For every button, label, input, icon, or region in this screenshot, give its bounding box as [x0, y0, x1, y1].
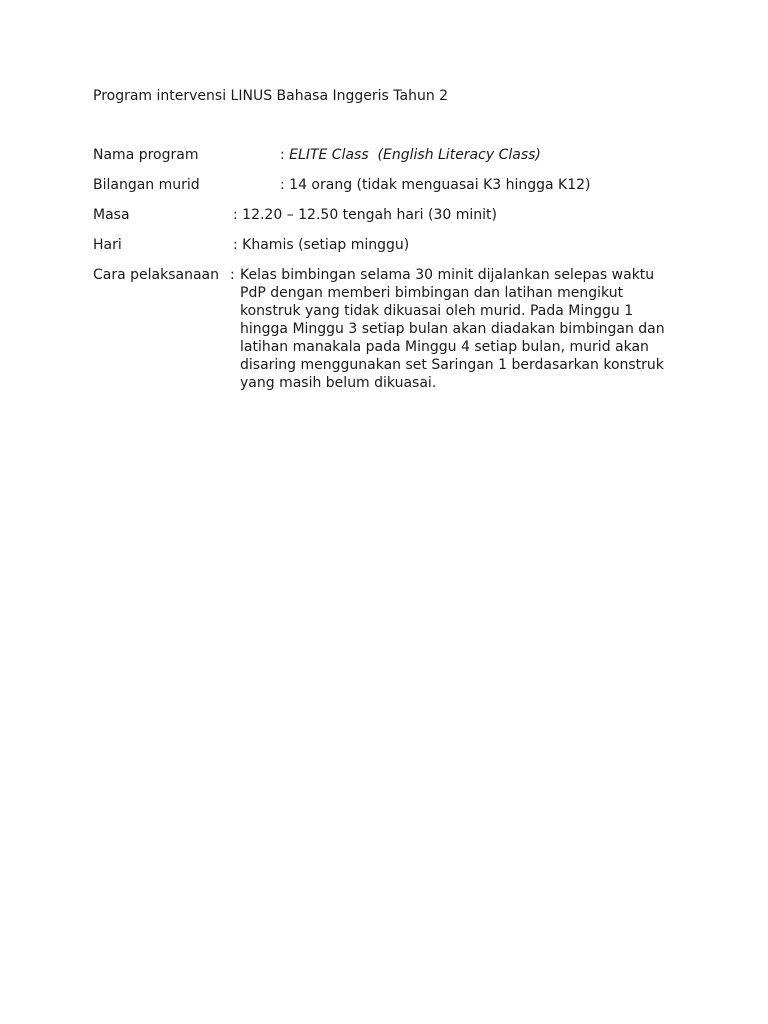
field-value-cara-pelaksanaan — [240, 266, 680, 392]
paragraph-line: hingga Minggu 3 setiap bulan akan diadakan bimbingan dan — [240, 321, 665, 337]
field-colon: : — [280, 147, 285, 163]
field-label-nama-program: Nama program — [93, 147, 199, 163]
paragraph-line: yang masih belum dikuasai. — [240, 375, 437, 391]
paragraph-line: disaring menggunakan set Saringan 1 berdasarkan konstruk — [240, 357, 664, 373]
field-value-bilangan-murid: : 14 orang (tidak menguasai K3 hingga K12) — [280, 177, 591, 193]
field-label-cara-pelaksanaan: Cara pelaksanaan — [93, 267, 219, 283]
field-value-masa: : 12.20 – 12.50 tengah hari (30 minit) — [233, 207, 497, 223]
field-colon-cara-pelaksanaan: : — [230, 267, 235, 283]
field-label-masa: Masa — [93, 207, 130, 223]
paragraph-line: konstruk yang tidak dikuasai oleh murid. Pada Minggu 1 — [240, 303, 634, 319]
document-title: Program intervensi LINUS Bahasa Inggeris Tahun 2 — [93, 88, 449, 104]
field-label-hari: Hari — [93, 237, 122, 253]
paragraph-line: Kelas bimbingan selama 30 minit dijalankan selepas waktu — [240, 267, 655, 283]
field-label-bilangan-murid: Bilangan murid — [93, 177, 200, 193]
program-name-expansion-italic: (English Literacy Class) — [377, 147, 541, 163]
field-value-nama-program — [280, 146, 541, 164]
program-name-italic: ELITE Class — [289, 147, 369, 163]
field-value-hari: : Khamis (setiap minggu) — [233, 237, 410, 253]
paragraph-line: latihan manakala pada Minggu 4 setiap bulan, murid akan — [240, 339, 649, 355]
paragraph-line: PdP dengan memberi bimbingan dan latihan mengikut — [240, 285, 624, 301]
